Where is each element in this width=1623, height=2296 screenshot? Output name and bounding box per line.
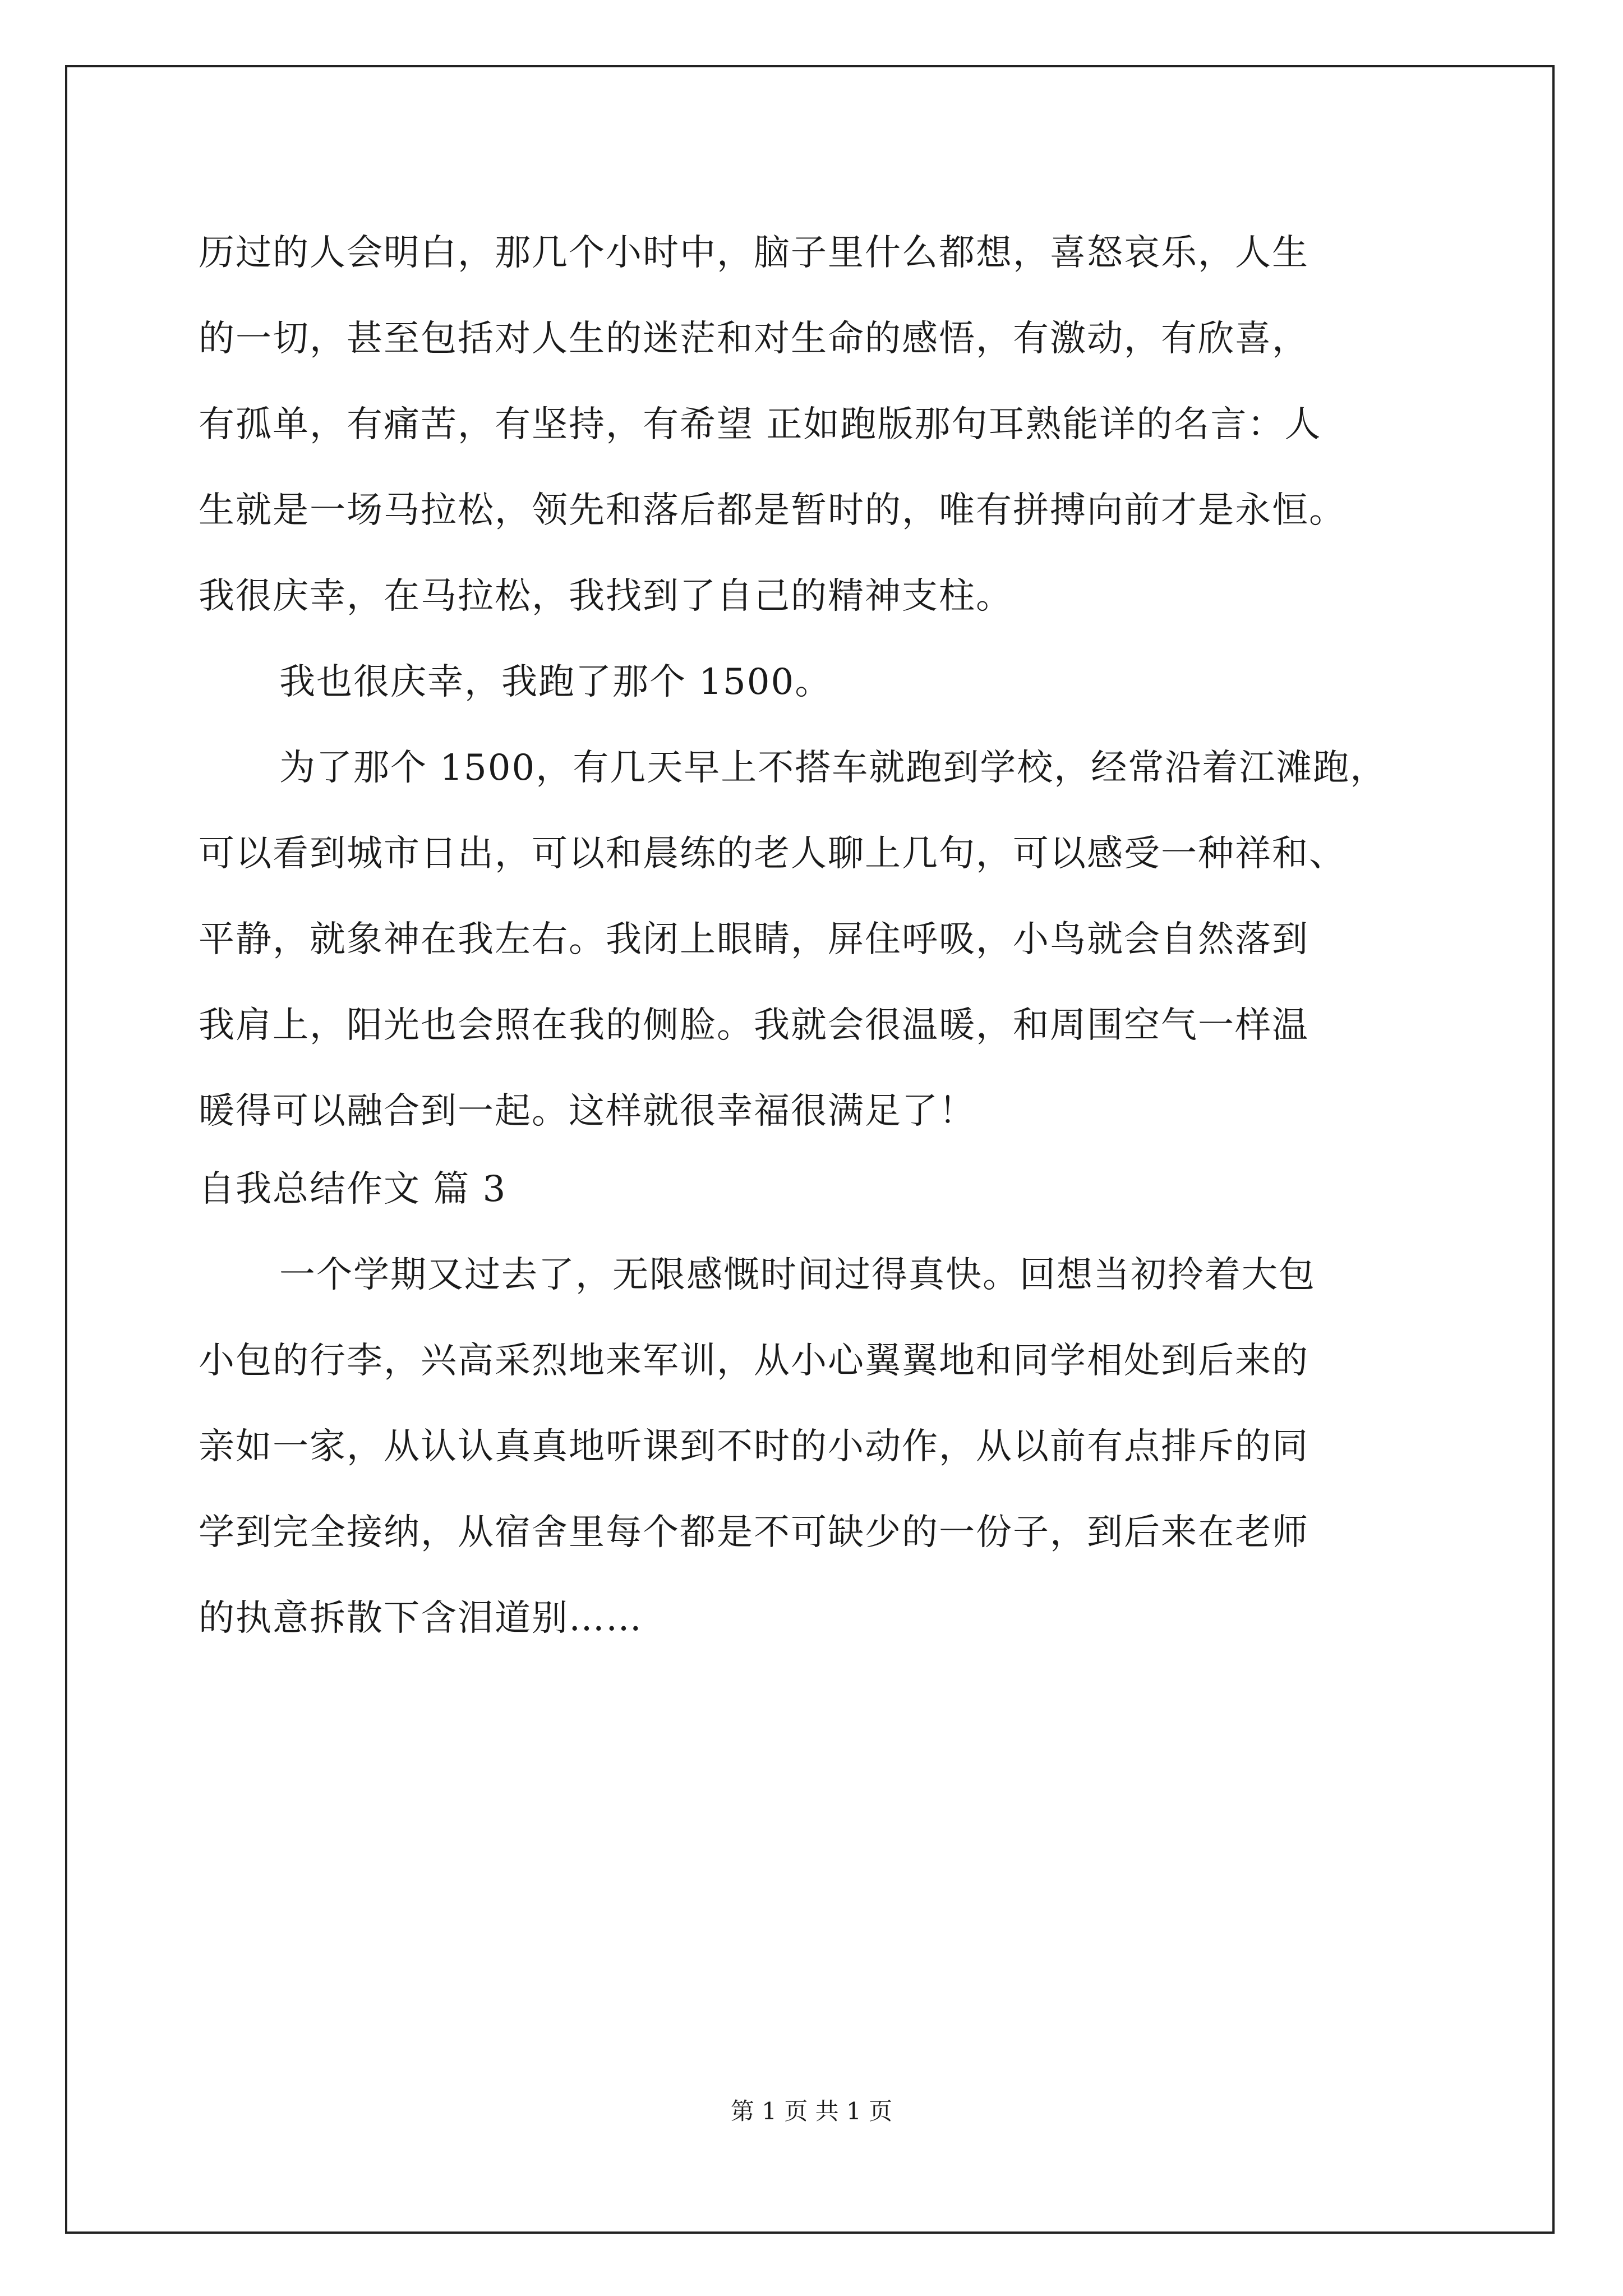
text-line-16: 学到完全接纳，从宿舍里每个都是不可缺少的一份子，到后来在老师 — [199, 1512, 1309, 1553]
text-line-17: 的执意拆散下含泪道别…… — [199, 1598, 643, 1639]
text-line-8: 可以看到城市日出，可以和晨练的老人聊上几句，可以感受一种祥和、 — [199, 833, 1346, 875]
text-line-6: 我也很庆幸，我跑了那个 1500。 — [279, 661, 832, 703]
page-border — [65, 65, 1555, 2234]
text-line-1: 历过的人会明白，那几个小时中，脑子里什么都想，喜怒哀乐，人生 — [199, 232, 1309, 274]
text-line-3: 有孤单，有痛苦，有坚持，有希望 正如跑版那句耳熟能详的名言：人 — [199, 404, 1322, 445]
page-number-footer: 第 1 页 共 1 页 — [730, 2097, 893, 2125]
text-line-7: 为了那个 1500，有几天早上不搭车就跑到学校，经常沿着江滩跑， — [279, 747, 1387, 789]
text-line-15: 亲如一家，从认认真真地听课到不时的小动作，从以前有点排斥的同 — [199, 1426, 1309, 1467]
text-line-14: 小包的行李，兴高采烈地来军训，从小心翼翼地和同学相处到后来的 — [199, 1340, 1309, 1382]
section-heading: 自我总结作文 篇 3 — [199, 1168, 507, 1210]
text-line-2: 的一切，甚至包括对人生的迷茫和对生命的感悟，有激动，有欣喜， — [199, 318, 1309, 360]
text-line-9: 平静，就象神在我左右。我闭上眼睛，屏住呼吸，小鸟就会自然落到 — [199, 919, 1309, 960]
text-line-10: 我肩上，阳光也会照在我的侧脸。我就会很温暖，和周围空气一样温 — [199, 1005, 1309, 1046]
text-line-11: 暖得可以融合到一起。这样就很幸福很满足了！ — [199, 1091, 976, 1132]
text-line-13: 一个学期又过去了，无限感慨时间过得真快。回想当初拎着大包 — [279, 1254, 1316, 1296]
text-line-4: 生就是一场马拉松，领先和落后都是暂时的，唯有拼搏向前才是永恒。 — [199, 490, 1346, 531]
text-line-5: 我很庆幸，在马拉松，我找到了自己的精神支柱。 — [199, 576, 1013, 617]
